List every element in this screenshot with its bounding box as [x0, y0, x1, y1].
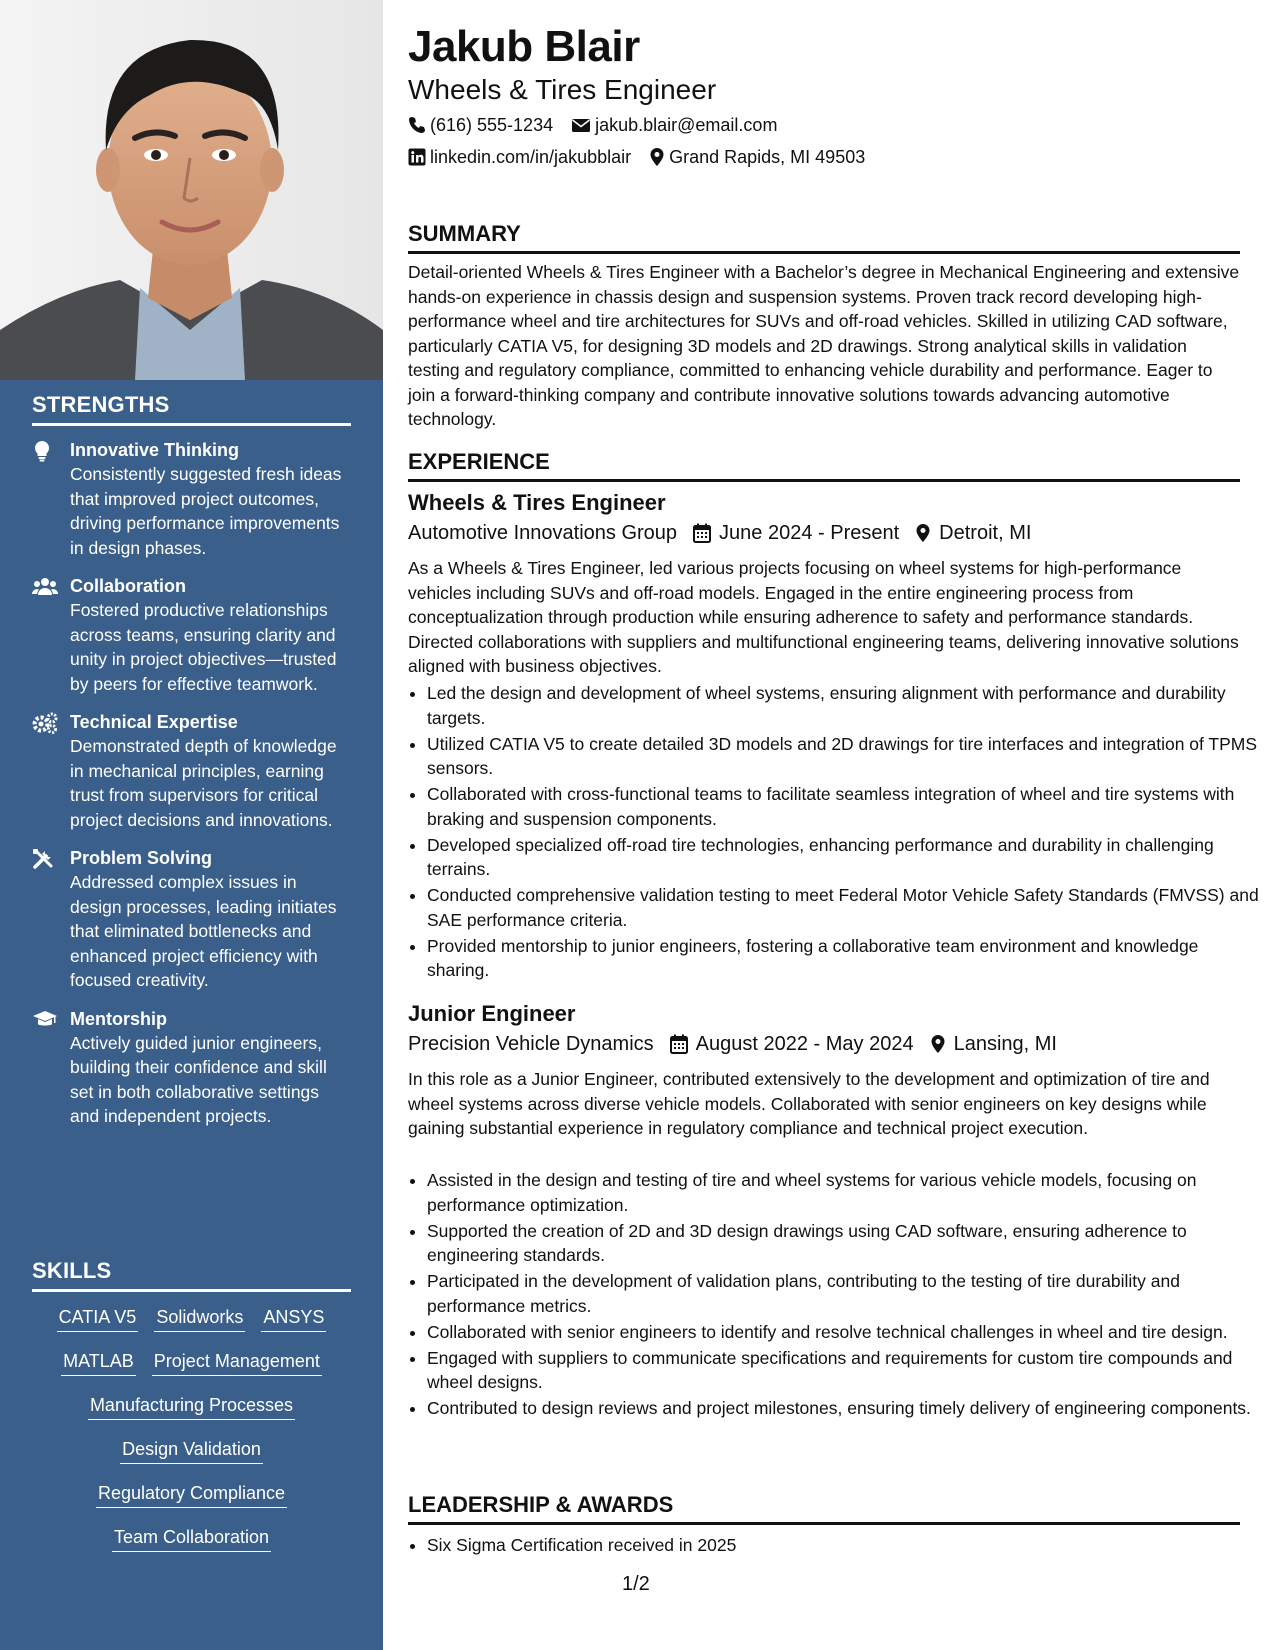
- list-item: • Contributed to design reviews and project milestones, ensuring timely delivery of engineering components.: [427, 1396, 1259, 1421]
- page-number: 1/2: [622, 1573, 650, 1595]
- linkedin-text: linkedin.com/in/jakubblair: [430, 147, 632, 167]
- skill-tag: MATLAB: [61, 1350, 136, 1376]
- strength-title: Collaboration: [70, 576, 186, 596]
- skill-tag: ANSYS: [261, 1306, 326, 1332]
- contact-line: [408, 113, 795, 137]
- strengths-section: [32, 392, 351, 1143]
- strength-description: Demonstrated depth of knowledge in mechanical principles, earning trust from supervisors for critical project decisions and innovations.: [70, 736, 337, 830]
- strengths-heading: STRENGTHS: [32, 392, 351, 426]
- map-pin-icon: [915, 523, 931, 543]
- strength-description: Consistently suggested fresh ideas that improved project outcomes, driving performance improvements in design phases.: [70, 464, 342, 558]
- skill-tag: Solidworks: [154, 1306, 245, 1332]
- strength-item: [32, 574, 351, 696]
- email[interactable]: [571, 113, 777, 137]
- skill-tag: Design Validation: [120, 1438, 263, 1464]
- strength-description: Addressed complex issues in design processes, leading initiates that eliminated bottlenecks and enhanced project efficiency with focused creativity.: [70, 872, 337, 990]
- calendar-icon: [670, 1034, 688, 1054]
- list-item: • Collaborated with senior engineers to identify and resolve technical challenges in wheel and tire design.: [427, 1320, 1259, 1345]
- skills-row: [32, 1304, 351, 1334]
- skills-section: [32, 1258, 351, 1568]
- list-item: • Led the design and development of wheel systems, ensuring alignment with performance and durability targets.: [427, 681, 1259, 730]
- list-item: • Provided mentorship to junior engineers, fostering a collaborative team environment and knowledge sharing.: [427, 934, 1259, 983]
- lightbulb-icon: [32, 438, 70, 560]
- skills-heading: SKILLS: [32, 1258, 351, 1292]
- summary-text: Detail-oriented Wheels & Tires Engineer with a Bachelor’s degree in Mechanical Engineering and extensive hands-on experience in chassis design and suspension systems. Proven track record developing high-performance wheel and tire architectures for SUVs and off-road vehicles. Skilled in utilizing CAD software, particularly CATIA V5, for designing 3D models and 2D drawings. Strong analytical skills in validation testing and regulatory compliance, committed to enhancing vehicle durability and performance. Eager to join a forward-thinking company and contribute innovative solutions towards advancing automotive technology.: [408, 262, 1240, 429]
- graduation-cap-icon: [32, 1007, 70, 1129]
- phone-icon: [408, 116, 426, 134]
- company: Automotive Innovations Group: [408, 522, 678, 544]
- skill-tag: Project Management: [152, 1350, 322, 1376]
- job-meta: [408, 1031, 1069, 1057]
- email-text: jakub.blair@email.com: [595, 115, 778, 135]
- candidate-name: Jakub Blair: [408, 22, 640, 71]
- leadership-heading: LEADERSHIP & AWARDS: [408, 1492, 1240, 1525]
- leadership-list: [408, 1533, 1259, 1559]
- experience-heading: EXPERIENCE: [408, 449, 1240, 482]
- skill-tag: Manufacturing Processes: [88, 1394, 295, 1420]
- skill-tag: Regulatory Compliance: [96, 1482, 287, 1508]
- envelope-icon: [571, 117, 591, 133]
- users-icon: [32, 574, 70, 696]
- list-item: • Engaged with suppliers to communicate specifications and requirements for custom tire compounds and wheel designs.: [427, 1346, 1259, 1395]
- tools-icon: [32, 846, 70, 993]
- linkedin-icon: [408, 148, 426, 166]
- skills-row: [32, 1524, 351, 1554]
- list-item: • Developed specialized off-road tire technologies, enhancing performance and durability in challenging terrains.: [427, 833, 1259, 882]
- location: [649, 145, 865, 169]
- strength-description: Fostered productive relationships across teams, ensuring clarity and unity in project objectives—trusted by peers for effective teamwork.: [70, 600, 337, 694]
- strength-title: Innovative Thinking: [70, 440, 240, 460]
- job-description: As a Wheels & Tires Engineer, led various projects focusing on wheel systems for high-performance vehicles including SUVs and off-road models. Engaged in the entire engineering process from conceptualization through production while ensuring adherence to safety and performance standards. Directed collaborations with suppliers and multifunctional engineering teams, delivering innovative solutions aligned with business objectives.: [408, 558, 1239, 676]
- skill-tag: Team Collaboration: [112, 1526, 271, 1552]
- linkedin[interactable]: [408, 145, 631, 169]
- strength-description: Actively guided junior engineers, building their confidence and skill set in both collaborative settings and independent projects.: [70, 1032, 327, 1126]
- list-item: • Participated in the development of validation plans, contributing to the testing of tire durability and performance metrics.: [427, 1269, 1259, 1318]
- list-item: • Six Sigma Certification received in 2025: [427, 1533, 1259, 1558]
- calendar-icon: [693, 523, 711, 543]
- job-location: Detroit, MI: [939, 522, 1032, 544]
- sidebar: [0, 0, 383, 1650]
- strength-title: Problem Solving: [70, 848, 213, 868]
- strength-item: [32, 846, 351, 993]
- map-pin-icon: [649, 147, 665, 167]
- list-item: • Conducted comprehensive validation testing to meet Federal Motor Vehicle Safety Standards (FMVSS) and SAE performance criteria.: [427, 883, 1259, 932]
- skills-row: [32, 1436, 351, 1466]
- cogs-icon: [32, 710, 70, 832]
- list-item: • Assisted in the design and testing of tire and wheel systems for various vehicle models, focusing on performance optimization.: [427, 1168, 1259, 1217]
- job-title: Junior Engineer: [408, 1001, 576, 1026]
- map-pin-icon: [930, 1034, 946, 1054]
- phone-text: (616) 555-1234: [430, 115, 554, 135]
- job-dates: June 2024 - Present: [719, 522, 900, 544]
- list-item: • Collaborated with cross-functional teams to facilitate seamless integration of wheel and tire systems with braking and suspension components.: [427, 782, 1259, 831]
- job-meta: [408, 520, 1043, 546]
- list-item: • Supported the creation of 2D and 3D design drawings using CAD software, ensuring adherence to engineering standards.: [427, 1219, 1259, 1268]
- contact-line: [408, 145, 883, 169]
- job-location: Lansing, MI: [953, 1033, 1057, 1055]
- job-title: Wheels & Tires Engineer: [408, 490, 666, 515]
- summary-heading: SUMMARY: [408, 221, 1240, 254]
- skills-row: [32, 1392, 351, 1422]
- strength-item: [32, 1007, 351, 1129]
- skills-row: [32, 1348, 351, 1378]
- job-description: In this role as a Junior Engineer, contributed extensively to the development and optimization of tire and wheel systems across diverse vehicle models. Collaborated with senior engineers on key designs while gaining substantial experience in regulatory compliance and technical project execution.: [408, 1069, 1210, 1138]
- company: Precision Vehicle Dynamics: [408, 1033, 654, 1055]
- strength-title: Mentorship: [70, 1008, 167, 1029]
- strength-item: [32, 438, 351, 560]
- profile-photo: [0, 0, 383, 380]
- strength-title: Technical Expertise: [70, 712, 238, 732]
- location-text: Grand Rapids, MI 49503: [669, 147, 866, 167]
- job-bullets: [408, 681, 1259, 984]
- phone: [408, 113, 553, 137]
- skills-row: [32, 1480, 351, 1510]
- list-item: • Utilized CATIA V5 to create detailed 3D models and 2D drawings for tire interfaces and integration of TPMS sensors.: [427, 732, 1259, 781]
- job-bullets: [408, 1168, 1259, 1422]
- job-dates: August 2022 - May 2024: [695, 1033, 914, 1055]
- candidate-title: Wheels & Tires Engineer: [408, 74, 717, 105]
- skill-tag: CATIA V5: [57, 1306, 139, 1332]
- strength-item: [32, 710, 351, 832]
